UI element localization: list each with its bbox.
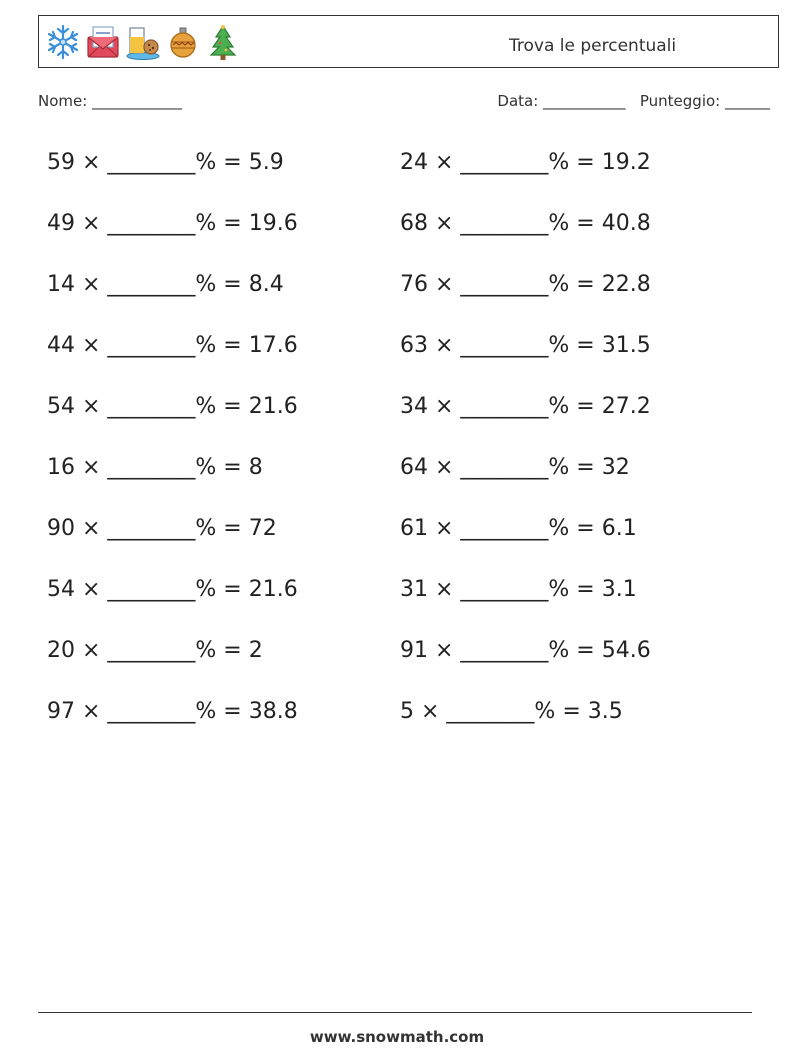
problem-left-1: 59 × ________% = 5.9 — [47, 150, 284, 175]
problem-left-3: 14 × ________% = 8.4 — [47, 272, 284, 297]
date-field: Data: ___________ — [497, 92, 626, 110]
worksheet-title: Trova le percentuali — [509, 36, 677, 56]
problem-left-2: 49 × ________% = 19.6 — [47, 211, 298, 236]
problem-left-10: 97 × ________% = 38.8 — [47, 699, 298, 724]
problem-left-4: 44 × ________% = 17.6 — [47, 333, 298, 358]
problem-right-5: 34 × ________% = 27.2 — [400, 394, 651, 419]
problem-left-6: 16 × ________% = 8 — [47, 455, 263, 480]
problem-right-3: 76 × ________% = 22.8 — [400, 272, 651, 297]
header-icons — [45, 23, 241, 61]
date-score-fields — [497, 92, 770, 110]
christmas-tree-icon — [205, 23, 241, 61]
problem-right-9: 91 × ________% = 54.6 — [400, 638, 651, 663]
problem-left-7: 90 × ________% = 72 — [47, 516, 277, 541]
name-field: Nome: ____________ — [38, 92, 183, 110]
footer-url: www.snowmath.com — [309, 1028, 485, 1046]
christmas-ornament-icon — [165, 23, 201, 61]
problem-right-2: 68 × ________% = 40.8 — [400, 211, 651, 236]
header-box — [38, 15, 779, 68]
problem-right-6: 64 × ________% = 32 — [400, 455, 630, 480]
footer-divider — [38, 1012, 752, 1013]
problem-left-5: 54 × ________% = 21.6 — [47, 394, 298, 419]
snowflake-icon — [45, 23, 81, 61]
problem-left-8: 54 × ________% = 21.6 — [47, 577, 298, 602]
milk-and-cookies-icon — [125, 23, 161, 61]
wish-list-letter-icon — [85, 23, 121, 61]
problem-left-9: 20 × ________% = 2 — [47, 638, 263, 663]
score-field: Punteggio: ______ — [639, 92, 770, 110]
problem-right-7: 61 × ________% = 6.1 — [400, 516, 637, 541]
problem-right-1: 24 × ________% = 19.2 — [400, 150, 651, 175]
problem-right-10: 5 × ________% = 3.5 — [400, 699, 623, 724]
problem-right-8: 31 × ________% = 3.1 — [400, 577, 637, 602]
problem-right-4: 63 × ________% = 31.5 — [400, 333, 651, 358]
